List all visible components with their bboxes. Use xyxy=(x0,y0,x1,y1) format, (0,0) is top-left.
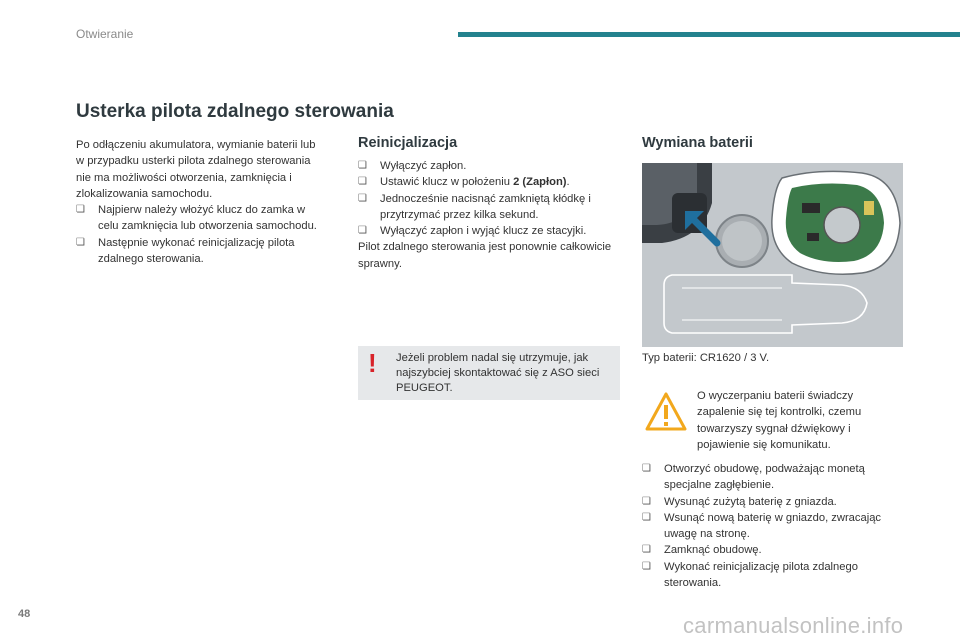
checkbox-bullet-icon: ❏ xyxy=(358,225,367,237)
checkbox-bullet-icon: ❏ xyxy=(642,511,651,523)
checkbox-bullet-icon: ❏ xyxy=(642,463,651,474)
checkbox-bullet-icon: ❏ xyxy=(642,495,651,507)
page-number: 48 xyxy=(18,608,31,620)
watermark: carmanualsonline.info xyxy=(683,613,904,638)
checkbox-bullet-icon: ❏ xyxy=(642,544,651,556)
intro-column xyxy=(76,137,326,267)
list-item: ❏ Wyłączyć zapłon i wyjąć klucz ze stacyjki. xyxy=(358,223,623,239)
battery-caution-text: O wyczerpaniu baterii świadczy zapalenie się tej kontrolki, czemu towarzyszy sygnał dźwiękowy i pojawienie się komunikatu. xyxy=(697,390,862,451)
warning-triangle-icon xyxy=(645,392,687,432)
list-item: ❏ Ustawić klucz w położeniu 2 (Zapłon). xyxy=(358,174,623,190)
reinit-heading: Reinicjalizacja xyxy=(358,135,458,151)
key-battery-photo xyxy=(642,163,903,347)
section-header: Otwieranie xyxy=(76,27,134,41)
list-item: ❏ Wykonać reinicjalizację pilota zdalnego sterowania. xyxy=(642,560,858,590)
key-battery-illustration xyxy=(642,163,903,347)
reinit-column xyxy=(358,158,623,272)
battery-type-label: Typ baterii: CR1620 / 3 V. xyxy=(642,352,770,364)
battery-steps-column xyxy=(642,461,904,591)
checkbox-bullet-icon: ❏ xyxy=(358,160,367,171)
list-item: ❏ Najpierw należy włożyć klucz do zamka w celu zamknięcia lub otworzenia samochodu. xyxy=(76,204,317,233)
reinit-outro: Pilot zdalnego sterowania jest ponownie całkowicie sprawny. xyxy=(358,241,612,270)
checkbox-bullet-icon: ❏ xyxy=(76,236,85,248)
list-item: ❏ Zamknąć obudowę. xyxy=(642,542,904,558)
list-item: ❏ Otworzyć obudowę, podważając monetą specjalne zagłębienie. xyxy=(642,463,865,492)
intro-text: Po odłączeniu akumulatora, wymianie baterii lub w przypadku usterki pilota zdalnego sterowania nie ma możliwości otworzenia, zamknięcia i zlokalizowania samochodu. xyxy=(76,139,316,200)
warning-box xyxy=(358,346,620,400)
checkbox-bullet-icon: ❏ xyxy=(76,204,85,216)
page-title: Usterka pilota zdalnego sterowania xyxy=(76,101,394,122)
list-item: ❏ Wyłączyć zapłon. xyxy=(358,158,623,174)
list-item: ❏ Jednocześnie nacisnąć zamkniętą kłódkę i przytrzymać przez kilka sekund. xyxy=(358,192,591,221)
warning-text: Jeżeli problem nadal się utrzymuje, jak najszybciej skontaktować się z ASO sieci PEUGEOT. xyxy=(396,352,600,394)
checkbox-bullet-icon: ❏ xyxy=(642,560,651,572)
exclamation-icon: ! xyxy=(368,348,377,378)
checkbox-bullet-icon: ❏ xyxy=(358,192,367,204)
header-accent-bar xyxy=(458,32,960,37)
list-item: ❏ Wsunąć nową baterię w gniazdo, zwracając uwagę na stronę. xyxy=(642,511,882,541)
checkbox-bullet-icon: ❏ xyxy=(358,176,367,188)
battery-heading: Wymiana baterii xyxy=(642,135,753,151)
list-item: ❏ Następnie wykonać reinicjalizację pilota zdalnego sterowania. xyxy=(76,236,295,266)
list-item: ❏ Wysunąć zużytą baterię z gniazda. xyxy=(642,494,904,510)
